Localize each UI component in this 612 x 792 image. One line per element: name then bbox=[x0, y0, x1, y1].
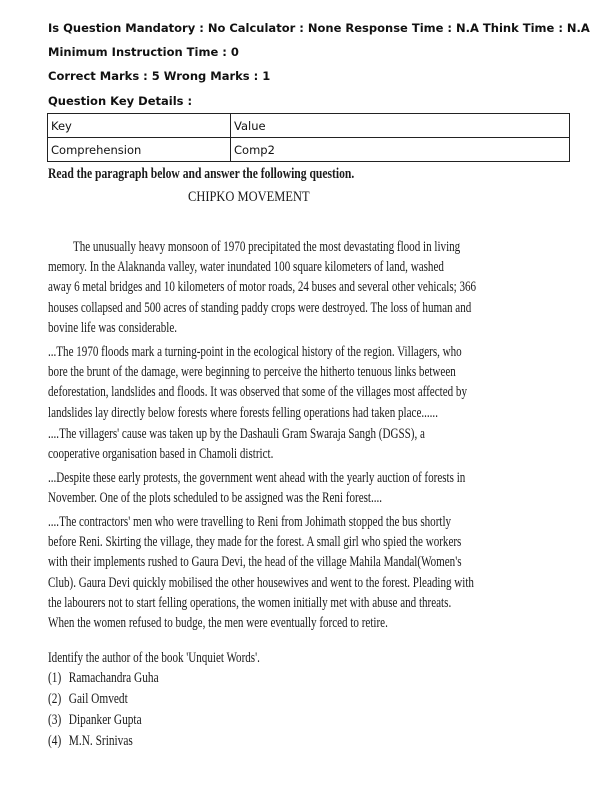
value-column-header: Value bbox=[231, 114, 570, 138]
passage-paragraph-2 bbox=[48, 342, 467, 423]
question-text: Identify the author of the book 'Unquiet Words'. bbox=[48, 650, 260, 666]
passage-title: CHIPKO MOVEMENT bbox=[188, 189, 310, 205]
option-1[interactable] bbox=[48, 668, 159, 689]
option-number: (2) bbox=[48, 691, 62, 707]
passage-line: with their implements rushed to Gaura Devi, the head of the village Mahila Mandal(Women's bbox=[48, 554, 462, 571]
passage-line: ...The 1970 floods mark a turning-point in the ecological history of the region. Villagers, who bbox=[48, 344, 462, 360]
passage-line: The unusually heavy monsoon of 1970 precipitated the most devastating flood in living bbox=[72, 239, 461, 255]
passage-line: memory. In the Alaknanda valley, water inundated 100 square kilometers of land, washed bbox=[48, 259, 444, 276]
passage-line: ....The contractors' men who were travelling to Reni from Johimath stopped the bus shortly bbox=[48, 514, 452, 530]
passage-line: ...Despite these early protests, the government went ahead with the yearly auction of forests in bbox=[48, 470, 466, 486]
passage-line: When the women refused to budge, the men were eventually forced to retire. bbox=[48, 615, 388, 632]
passage-paragraph-4 bbox=[48, 468, 466, 508]
passage-line: landslides lay directly below forests where forests felling operations had taken place...... bbox=[48, 404, 438, 421]
passage-line: away 6 metal bridges and 10 kilometers of motor roads, 24 buses and several other vehicals; 366 bbox=[48, 279, 477, 296]
marks-line: Correct Marks : 5 Wrong Marks : 1 bbox=[48, 69, 271, 83]
answer-options bbox=[48, 668, 159, 752]
passage-paragraph-1 bbox=[48, 237, 477, 338]
passage-paragraph-3 bbox=[48, 424, 450, 464]
option-4[interactable] bbox=[48, 731, 159, 752]
question-meta-line: Is Question Mandatory : No Calculator : None Response Time : N.A Think Time : N.A bbox=[48, 21, 590, 35]
passage-line: bovine life was considerable. bbox=[48, 319, 178, 336]
question-key-details-label: Question Key Details : bbox=[48, 94, 193, 108]
passage-paragraph-5 bbox=[48, 512, 474, 633]
passage-line: cooperative organisation based in Chamoli district. bbox=[48, 446, 274, 463]
passage-line: the labourers not to start felling operations, the women initially met with abuse and threats. bbox=[48, 594, 452, 611]
passage-line: houses collapsed and 500 acres of standing paddy crops were destroyed. The loss of human and bbox=[48, 299, 472, 316]
key-details-table bbox=[47, 113, 570, 162]
minimum-instruction-time: Minimum Instruction Time : 0 bbox=[48, 45, 239, 59]
passage-instruction: Read the paragraph below and answer the following question. bbox=[48, 166, 355, 182]
value-cell: Comp2 bbox=[231, 138, 570, 162]
option-label: Gail Omvedt bbox=[68, 691, 128, 707]
option-label: M.N. Srinivas bbox=[68, 733, 133, 749]
passage-line: before Reni. Skirting the village, they made for the forest. A small girl who spied the workers bbox=[48, 534, 462, 551]
passage-line: bore the brunt of the damage, were beginning to perceive the hitherto tenuous links between bbox=[48, 364, 456, 381]
option-number: (3) bbox=[48, 712, 62, 728]
option-number: (1) bbox=[48, 670, 62, 686]
passage-line: Club). Gaura Devi quickly mobilised the other housewives and went to the forest. Pleading with bbox=[48, 574, 474, 591]
passage-line: ....The villagers' cause was taken up by the Dashauli Gram Swaraja Sangh (DGSS), a bbox=[48, 426, 425, 442]
key-column-header: Key bbox=[48, 114, 231, 138]
passage-line: November. One of the plots scheduled to be assigned was the Reni forest.... bbox=[48, 490, 383, 507]
table-row bbox=[48, 138, 570, 162]
option-3[interactable] bbox=[48, 710, 159, 731]
option-label: Dipanker Gupta bbox=[68, 712, 142, 728]
table-header-row bbox=[48, 114, 570, 138]
option-2[interactable] bbox=[48, 689, 159, 710]
key-cell: Comprehension bbox=[48, 138, 231, 162]
passage-line: deforestation, landslides and floods. It was observed that some of the villages most affected by bbox=[48, 384, 467, 401]
option-label: Ramachandra Guha bbox=[68, 670, 159, 686]
option-number: (4) bbox=[48, 733, 62, 749]
